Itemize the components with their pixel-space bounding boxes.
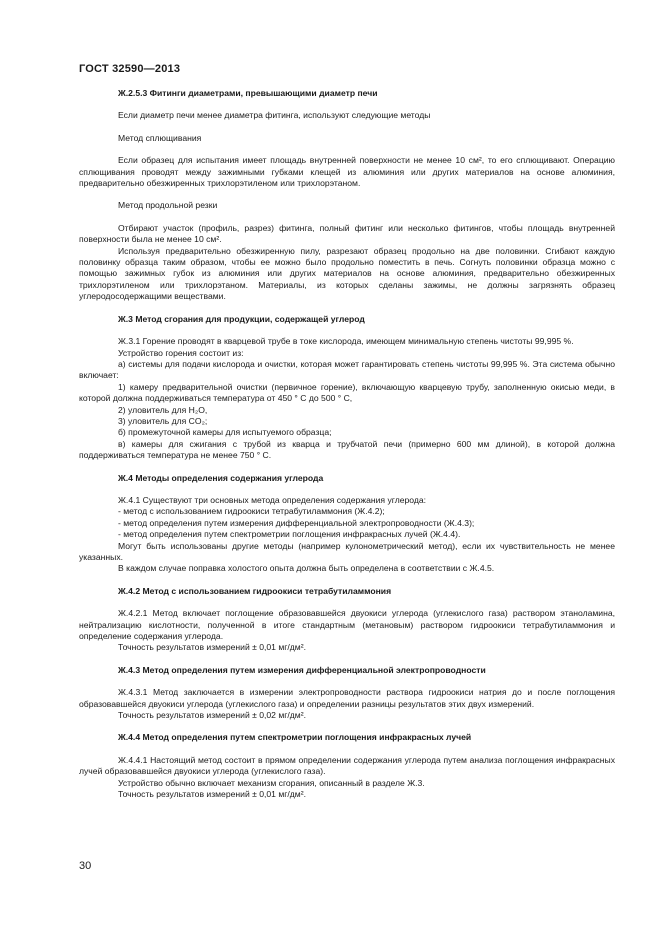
paragraph: Если образец для испытания имеет площадь внутренней поверхности не менее 10 см², то его сплющивают. Операцию сплющивания проводят между зажимными губками клещей из алюминия или других материалов на основе алюминия, предварительно обезжиренных трихлорэтиленом или трихлорэтаном.: [79, 155, 615, 189]
page-number: 30: [79, 860, 92, 872]
paragraph: Ж.3.1 Горение проводят в кварцевой трубе в токе кислорода, имеющем минимальную степень чистоты 99,995 %.: [118, 336, 574, 347]
paragraph: Устройство горения состоит из:: [118, 347, 244, 358]
paragraph: Если диаметр печи менее диаметра фитинга, используют следующие методы: [118, 110, 431, 121]
paragraph: Точность результатов измерений ± 0,01 мг/дм².: [118, 789, 306, 800]
section-heading: Ж.3 Метод сгорания для продукции, содержащей углерод: [118, 313, 365, 324]
paragraph: Используя предварительно обезжиренную пилу, разрезают образец продольно на две половинки. Сгибают каждую половинку образца таким образом, чтобы ее можно было продольно поместить в печь. Согнуть половинки образца можно с помощью зажимных губок из алюминия или других материалов на основе алюминия, предварительно обезжиренных трихлорэтиленом или трихлорэтаном. Материалы, из которых сделаны зажимы, не должны загрязнять образец углеродосодержащими веществами.: [79, 245, 615, 302]
paragraph: Точность результатов измерений ± 0,02 мг/дм².: [118, 710, 306, 721]
document-body: [79, 88, 615, 801]
list-item: - метод с использованием гидроокиси тетрабутиламмония (Ж.4.2);: [118, 506, 385, 517]
section-heading: Ж.2.5.3 Фитинги диаметрами, превышающими диаметр печи: [118, 88, 378, 98]
section-heading: Ж.4.4 Метод определения путем спектрометрии поглощения инфракрасных лучей: [118, 732, 472, 743]
paragraph: Ж.4.4.1 Настоящий метод состоит в прямом определении содержания углерода путем анализа поглощения инфракрасных лучей образовавшейся двуокиси углерода (углекислого газа).: [79, 754, 615, 777]
section-heading: Ж.4.3 Метод определения путем измерения дифференциальной электропроводности: [118, 664, 486, 675]
list-item: 2) уловитель для H₂O,: [118, 404, 208, 415]
list-item: - метод определения путем спектрометрии поглощения инфракрасных лучей (Ж.4.4).: [118, 529, 461, 540]
paragraph: Точность результатов измерений ± 0,01 мг/дм².: [118, 642, 306, 653]
paragraph: Метод сплющивания: [118, 132, 202, 143]
document-header: ГОСТ 32590—2013: [79, 63, 181, 75]
list-item: 3) уловитель для CO₂;: [118, 415, 208, 426]
section-heading: Ж.4.2 Метод с использованием гидроокиси тетрабутиламмония: [118, 585, 392, 596]
list-item: в) камеры для сжигания с трубой из кварца и трубчатой печи (примерно 600 мм длиной), в которой должна поддерживаться температура не менее 750 ° С.: [79, 438, 615, 461]
paragraph: Могут быть использованы другие методы (например кулонометрический метод), если их чувствительность не менее указанных.: [79, 540, 615, 562]
paragraph: Ж.4.1 Существуют три основных метода определения содержания углерода:: [118, 494, 427, 505]
list-item: б) промежуточной камеры для испытуемого образца;: [118, 427, 332, 438]
list-item: 1) камеру предварительной очистки (первичное горение), включающую кварцевую трубу, заполненную окисью меди, в которой должна поддерживаться температура от 450 ° С до 500 ° С,: [79, 381, 615, 404]
paragraph: В каждом случае поправка холостого опыта должна быть определена в соответствии с Ж.4.5.: [118, 563, 495, 574]
paragraph: Ж.4.3.1 Метод заключается в измерении электропроводности раствора гидроокиси натрия до и после поглощения образовавшейся двуокиси углерода (углекислого газа) и определении разницы результатов этих двух измерений.: [79, 687, 615, 709]
paragraph: Ж.4.2.1 Метод включает поглощение образовавшейся двуокиси углерода (углекислого газа) раствором этаноламина, нейтрализацию кислотности, полученной в итоге стандартным (метановым) раствором гидроокиси тетрабутиламмония и определение содержания углерода.: [79, 608, 615, 642]
paragraph: Метод продольной резки: [118, 200, 218, 211]
paragraph: Отбирают участок (профиль, разрез) фитинга, полный фитинг или несколько фитингов, чтобы площадь внутренней поверхности была не менее 10 см².: [79, 222, 615, 245]
paragraph: Устройство обычно включает механизм сгорания, описанный в разделе Ж.3.: [118, 777, 425, 788]
paragraph: а) системы для подачи кислорода и очистки, которая может гарантировать степень чистоты 99,995 %. Эта система обычно включает:: [79, 358, 615, 381]
list-item: - метод определения путем измерения дифференциальной электропроводности (Ж.4.3);: [118, 517, 475, 528]
section-heading: Ж.4 Методы определения содержания углерода: [118, 472, 324, 483]
